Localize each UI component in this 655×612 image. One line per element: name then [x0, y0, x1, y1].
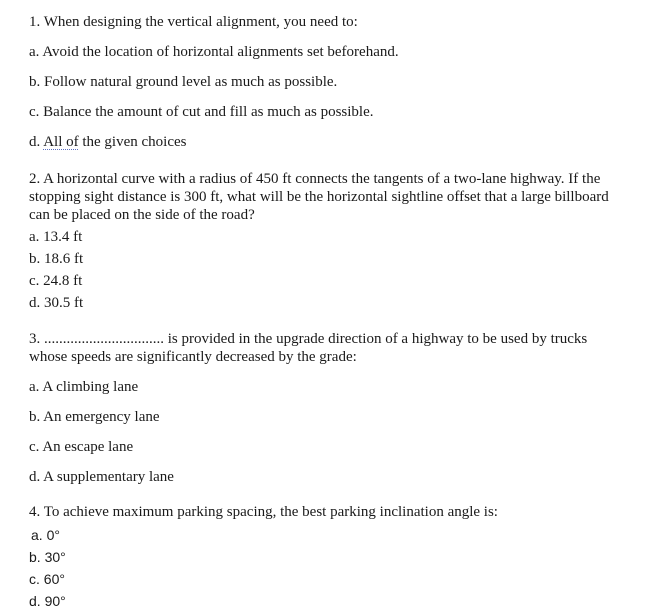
q3-option-b: b. An emergency lane [29, 409, 160, 425]
q2-option-c: c. 24.8 ft [29, 273, 83, 289]
q1-option-d-suffix: the given choices [78, 134, 187, 150]
q1-option-d-prefix: d. [29, 134, 44, 150]
q4-question: 4. To achieve maximum parking spacing, the best parking inclination angle is: [29, 504, 498, 520]
q2-option-b: b. 18.6 ft [29, 251, 84, 267]
q1-question: 1. When designing the vertical alignment, you need to: [29, 14, 358, 30]
q2-option-d: d. 30.5 ft [29, 295, 84, 311]
q3-option-c: c. An escape lane [29, 439, 134, 455]
q1-option-d [29, 133, 187, 151]
q2-option-a: a. 13.4 ft [29, 229, 83, 245]
q3-question: 3. ................................ is provided in the upgrade direction of a highway to be used by trucks whose speeds are significantly decreased by the grade: [29, 331, 588, 365]
q4-option-d: d. 90° [29, 593, 66, 609]
q2-question: 2. A horizontal curve with a radius of 450 ft connects the tangents of a two-lane highway. If the stopping sight distance is 300 ft, what will be the horizontal sightline offset that a large billboard can be placed on the side of the road? [29, 171, 609, 223]
q3-option-d: d. A supplementary lane [29, 469, 174, 485]
q4-option-c: c. 60° [29, 571, 65, 587]
q3-option-a: a. A climbing lane [29, 379, 139, 395]
q4-option-a: a. 0° [31, 527, 60, 543]
q1-option-b: b. Follow natural ground level as much as possible. [29, 74, 338, 90]
q1-option-a: a. Avoid the location of horizontal alignments set beforehand. [29, 44, 399, 60]
q1-option-d-underlined: All of [43, 134, 79, 150]
q4-option-b: b. 30° [29, 549, 66, 565]
q1-option-c: c. Balance the amount of cut and fill as much as possible. [29, 104, 374, 120]
